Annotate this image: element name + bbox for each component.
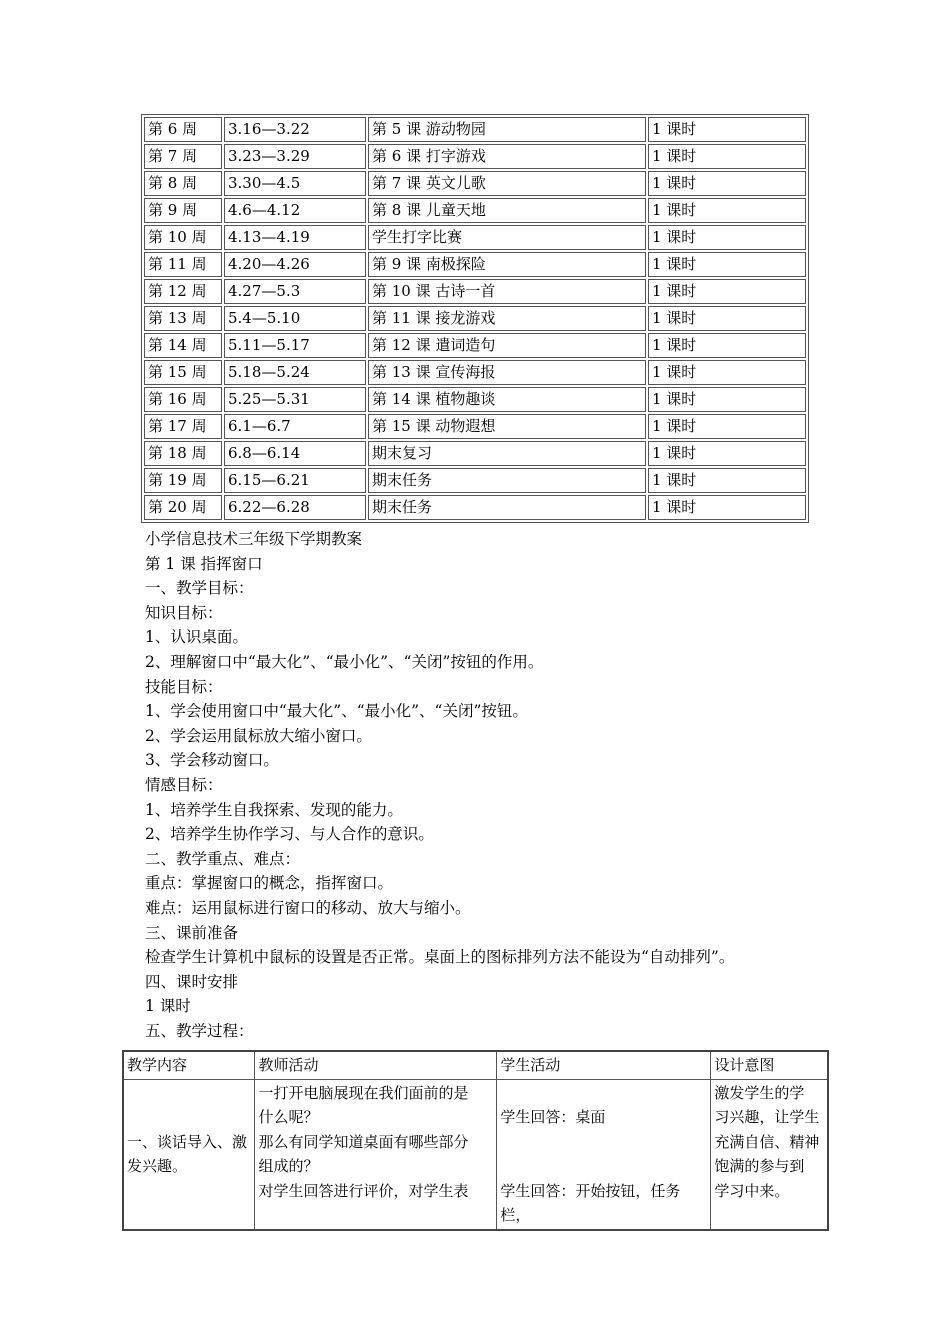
week-cell: 第 12 周 [144, 279, 222, 304]
week-cell: 第 6 周 [144, 117, 222, 142]
lesson-cell: 第 7 课 英文儿歌 [368, 171, 646, 196]
table-row [144, 279, 806, 304]
lesson-cell: 期末任务 [368, 468, 646, 493]
date-range-cell: 6.22—6.28 [224, 495, 366, 520]
text-line: 五、教学过程： [145, 1021, 254, 1040]
table-row [144, 468, 806, 493]
week-cell: 第 8 周 [144, 171, 222, 196]
table-row [144, 225, 806, 250]
week-cell: 第 16 周 [144, 387, 222, 412]
text-line: 知识目标： [145, 603, 223, 622]
hours-cell: 1 课时 [648, 198, 806, 223]
text-line: 2、学会运用鼠标放大缩小窗口。 [145, 726, 372, 745]
hours-cell: 1 课时 [648, 144, 806, 169]
date-range-cell: 6.8—6.14 [224, 441, 366, 466]
table-row [123, 1079, 828, 1230]
hours-cell: 1 课时 [648, 306, 806, 331]
intent-line: 学习中来。 [714, 1181, 790, 1200]
design-intent-cell [711, 1079, 828, 1230]
hours-cell: 1 课时 [648, 171, 806, 196]
lesson-plan-text [145, 527, 825, 1043]
date-range-cell: 4.20—4.26 [224, 252, 366, 277]
text-line: 1、认识桌面。 [145, 628, 248, 647]
teacher-line: 对学生回答进行评价，对学生表 [258, 1181, 469, 1200]
text-line: 2、培养学生协作学习、与人合作的意识。 [145, 825, 434, 844]
text-line: 1、培养学生自我探索、发现的能力。 [145, 800, 403, 819]
teacher-activity-cell [255, 1079, 497, 1230]
lesson-cell: 第 5 课 游动物园 [368, 117, 646, 142]
table-row [144, 495, 806, 520]
text-line: 四、课时安排 [145, 972, 239, 991]
teacher-line: 一打开电脑展现在我们面前的是 [258, 1083, 469, 1102]
text-line: 2、理解窗口中“最大化”、“最小化”、“关闭”按钮的作用。 [145, 652, 544, 671]
date-range-cell: 3.16—3.22 [224, 117, 366, 142]
schedule-table [141, 114, 809, 523]
teacher-line: 那么有同学知道桌面有哪些部分 [258, 1132, 469, 1151]
date-range-cell: 6.1—6.7 [224, 414, 366, 439]
table-row [144, 252, 806, 277]
text-line: 1、学会使用窗口中“最大化”、“最小化”、“关闭”按钮。 [145, 702, 528, 721]
week-cell: 第 18 周 [144, 441, 222, 466]
hours-cell: 1 课时 [648, 333, 806, 358]
lesson-cell: 第 6 课 打字游戏 [368, 144, 646, 169]
text-line: 检查学生计算机中鼠标的设置是否正常。桌面上的图标排列方法不能设为“自动排列”。 [145, 948, 735, 967]
text-line: 1 课时 [145, 997, 191, 1016]
date-range-cell: 4.27—5.3 [224, 279, 366, 304]
text-line: 难点：运用鼠标进行窗口的移动、放大与缩小。 [145, 898, 471, 917]
lesson-cell: 学生打字比赛 [368, 225, 646, 250]
lesson-cell: 期末任务 [368, 495, 646, 520]
content-cell: 一、谈话导入、激发兴趣。 [123, 1079, 255, 1230]
table-row [144, 144, 806, 169]
student-line: 学生回答：桌面 [500, 1108, 606, 1126]
hours-cell: 1 课时 [648, 117, 806, 142]
intent-line: 饱满的参与到 [714, 1157, 805, 1175]
table-row [144, 441, 806, 466]
teacher-line: 组成的？ [258, 1157, 319, 1175]
hours-cell: 1 课时 [648, 441, 806, 466]
table-row [144, 198, 806, 223]
text-line: 重点：掌握窗口的概念，指挥窗口。 [145, 874, 394, 893]
table-row [144, 360, 806, 385]
lesson-cell: 第 13 课 宣传海报 [368, 360, 646, 385]
week-cell: 第 10 周 [144, 225, 222, 250]
date-range-cell: 4.6—4.12 [224, 198, 366, 223]
lesson-cell: 第 12 课 遣词造句 [368, 333, 646, 358]
hours-cell: 1 课时 [648, 360, 806, 385]
text-line: 一、教学目标： [145, 579, 254, 598]
lesson-cell: 第 10 课 古诗一首 [368, 279, 646, 304]
text-line: 技能目标： [145, 677, 223, 696]
hours-cell: 1 课时 [648, 387, 806, 412]
text-line: 小学信息技术三年级下学期教案 [145, 530, 363, 548]
hours-cell: 1 课时 [648, 225, 806, 250]
hours-cell: 1 课时 [648, 279, 806, 304]
hours-cell: 1 课时 [648, 414, 806, 439]
date-range-cell: 6.15—6.21 [224, 468, 366, 493]
text-line: 第 1 课 指挥窗口 [145, 554, 263, 573]
table-row [144, 333, 806, 358]
header-student: 学生活动 [497, 1051, 711, 1079]
lesson-cell: 第 11 课 接龙游戏 [368, 306, 646, 331]
week-cell: 第 15 周 [144, 360, 222, 385]
intent-line: 习兴趣，让学生 [714, 1108, 820, 1126]
intent-line: 充满自信、精神 [714, 1132, 820, 1151]
text-line: 3、学会移动窗口。 [145, 751, 279, 770]
table-row [144, 171, 806, 196]
week-cell: 第 19 周 [144, 468, 222, 493]
table-row [144, 414, 806, 439]
table-row [144, 117, 806, 142]
lesson-cell: 第 14 课 植物趣谈 [368, 387, 646, 412]
table-header-row [123, 1051, 828, 1079]
hours-cell: 1 课时 [648, 252, 806, 277]
week-cell: 第 20 周 [144, 495, 222, 520]
header-content: 教学内容 [123, 1051, 255, 1079]
lesson-cell: 第 15 课 动物遐想 [368, 414, 646, 439]
week-cell: 第 14 周 [144, 333, 222, 358]
date-range-cell: 3.30—4.5 [224, 171, 366, 196]
week-cell: 第 9 周 [144, 198, 222, 223]
text-line: 情感目标： [145, 775, 223, 794]
table-row [144, 387, 806, 412]
week-cell: 第 7 周 [144, 144, 222, 169]
week-cell: 第 13 周 [144, 306, 222, 331]
intent-line: 激发学生的学 [714, 1083, 805, 1102]
lesson-cell: 期末复习 [368, 441, 646, 466]
lesson-cell: 第 8 课 儿童天地 [368, 198, 646, 223]
date-range-cell: 5.4—5.10 [224, 306, 366, 331]
date-range-cell: 3.23—3.29 [224, 144, 366, 169]
text-line: 二、教学重点、难点： [145, 849, 301, 868]
text-line: 三、课前准备 [145, 923, 239, 942]
date-range-cell: 4.13—4.19 [224, 225, 366, 250]
header-intent: 设计意图 [711, 1051, 828, 1079]
student-activity-cell [497, 1079, 711, 1230]
date-range-cell: 5.18—5.24 [224, 360, 366, 385]
student-line: 学生回答：开始按钮，任务栏， [500, 1181, 681, 1224]
week-cell: 第 17 周 [144, 414, 222, 439]
teaching-process-table [122, 1050, 829, 1231]
hours-cell: 1 课时 [648, 495, 806, 520]
table-row [144, 306, 806, 331]
week-cell: 第 11 周 [144, 252, 222, 277]
teacher-line: 什么呢？ [258, 1108, 319, 1126]
date-range-cell: 5.11—5.17 [224, 333, 366, 358]
lesson-cell: 第 9 课 南极探险 [368, 252, 646, 277]
header-teacher: 教师活动 [255, 1051, 497, 1079]
hours-cell: 1 课时 [648, 468, 806, 493]
date-range-cell: 5.25—5.31 [224, 387, 366, 412]
